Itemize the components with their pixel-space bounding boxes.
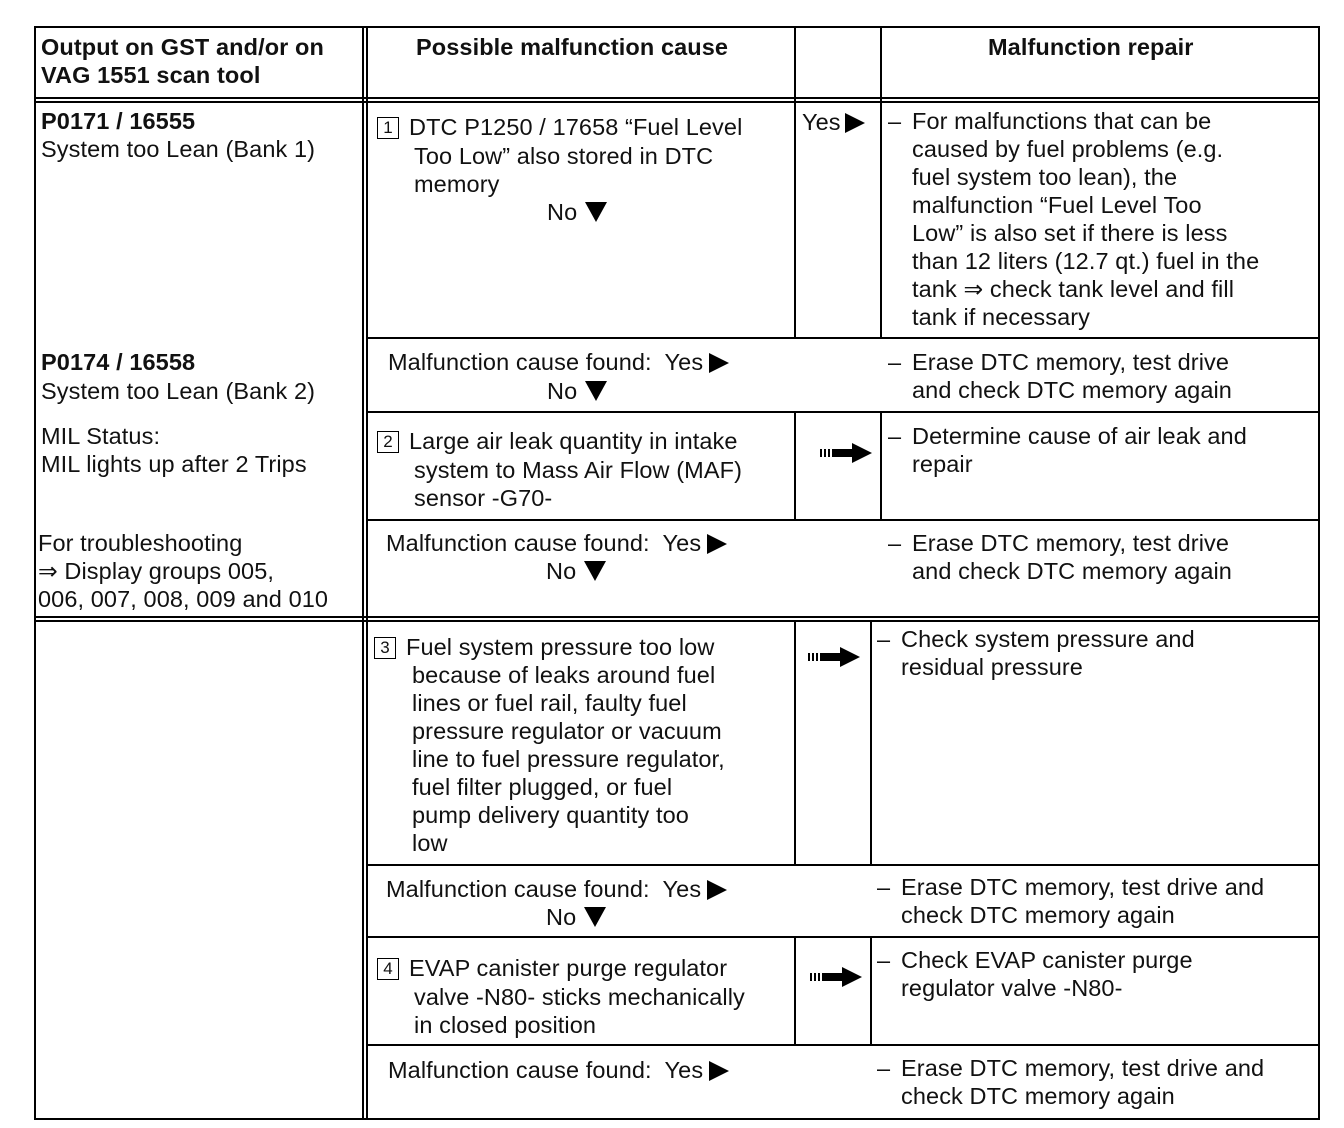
step1-repair-5: Low” is also set if there is less bbox=[912, 220, 1228, 246]
step2-line-3: sensor -G70- bbox=[414, 485, 553, 511]
step2-div-2 bbox=[880, 412, 882, 520]
row-line-6 bbox=[366, 1044, 1320, 1046]
step3-text-1: Fuel system pressure too low bbox=[406, 634, 715, 660]
dtc2-desc: System too Lean (Bank 2) bbox=[41, 378, 316, 404]
step3-line-3: lines or fuel rail, faulty fuel bbox=[412, 690, 687, 716]
found2-repair-2: and check DTC memory again bbox=[912, 558, 1232, 584]
found4-label: Malfunction cause found: bbox=[388, 1057, 652, 1083]
step4-text-1: EVAP canister purge regulator bbox=[409, 955, 728, 981]
section-line-a bbox=[34, 616, 1320, 618]
step2-line-1 bbox=[377, 427, 738, 456]
step3-line-6: fuel filter plugged, or fuel bbox=[412, 774, 673, 800]
frame-bottom bbox=[34, 1118, 1320, 1120]
found1-repair-1: Erase DTC memory, test drive bbox=[912, 349, 1230, 375]
found2-repair-dash: – bbox=[888, 530, 902, 556]
found1-repair-dash: – bbox=[888, 349, 902, 375]
found1-line-1 bbox=[388, 348, 729, 377]
down-triangle-icon bbox=[585, 202, 607, 222]
step3-line-8: low bbox=[412, 830, 448, 856]
found3-repair-dash: – bbox=[877, 874, 891, 900]
step2-line-2: system to Mass Air Flow (MAF) bbox=[414, 457, 743, 483]
step1-repair-8: tank if necessary bbox=[912, 304, 1091, 330]
col-divider-b bbox=[366, 26, 368, 1120]
step4-line-3: in closed position bbox=[414, 1012, 597, 1038]
step-number-2: 2 bbox=[377, 431, 399, 453]
header-output-line-2: VAG 1551 scan tool bbox=[41, 62, 261, 88]
step3-div-1 bbox=[794, 621, 796, 865]
header-repair: Malfunction repair bbox=[988, 34, 1194, 60]
step2-repair-1: Determine cause of air leak and bbox=[912, 423, 1247, 449]
right-arrow-icon bbox=[820, 442, 872, 464]
step3-div-2 bbox=[870, 621, 872, 865]
down-triangle-icon bbox=[585, 381, 607, 401]
step3-line-5: line to fuel pressure regulator, bbox=[412, 746, 725, 772]
right-triangle-icon bbox=[709, 353, 729, 373]
down-triangle-icon bbox=[584, 907, 606, 927]
step3-line-1 bbox=[374, 633, 714, 662]
step1-repair-6: than 12 liters (12.7 qt.) fuel in the bbox=[912, 248, 1260, 274]
step2-repair-dash: – bbox=[888, 423, 902, 449]
found2-line-1 bbox=[386, 529, 727, 558]
header-bottom-a bbox=[34, 97, 1320, 99]
step-number-1: 1 bbox=[377, 117, 399, 139]
col-divider-a bbox=[362, 26, 364, 1120]
step4-repair-2: regulator valve -N80- bbox=[901, 975, 1123, 1001]
step3-repair-1: Check system pressure and bbox=[901, 626, 1195, 652]
found4-line-1 bbox=[388, 1056, 729, 1085]
frame-top bbox=[34, 26, 1320, 28]
step3-line-4: pressure regulator or vacuum bbox=[412, 718, 722, 744]
frame-left bbox=[34, 26, 36, 1120]
found2-label: Malfunction cause found: bbox=[386, 530, 650, 556]
step4-div-1 bbox=[794, 937, 796, 1045]
found1-no bbox=[547, 377, 607, 406]
found3-no-label: No bbox=[546, 904, 577, 930]
step4-repair-dash: – bbox=[877, 947, 891, 973]
step3-repair-dash: – bbox=[877, 626, 891, 652]
found3-repair-1: Erase DTC memory, test drive and bbox=[901, 874, 1265, 900]
row-line-2 bbox=[366, 411, 1320, 413]
header-bottom-b bbox=[34, 101, 1320, 103]
found1-no-label: No bbox=[547, 378, 578, 404]
step1-line-2: Too Low” also stored in DTC bbox=[414, 143, 714, 169]
step1-line-3: memory bbox=[414, 171, 500, 197]
step1-line-1 bbox=[377, 113, 742, 142]
step3-line-2: because of leaks around fuel bbox=[412, 662, 716, 688]
dtc1-desc: System too Lean (Bank 1) bbox=[41, 136, 316, 162]
step1-repair-2: caused by fuel problems (e.g. bbox=[912, 136, 1224, 162]
step1-text-1: DTC P1250 / 17658 “Fuel Level bbox=[409, 114, 743, 140]
found1-yes: Yes bbox=[664, 349, 704, 375]
step1-repair-4: malfunction “Fuel Level Too bbox=[912, 192, 1202, 218]
frame-right bbox=[1318, 26, 1320, 1120]
found3-no bbox=[546, 903, 606, 932]
right-triangle-icon bbox=[709, 1061, 729, 1081]
step-number-3: 3 bbox=[374, 637, 396, 659]
found1-label: Malfunction cause found: bbox=[388, 349, 652, 375]
header-cause: Possible malfunction cause bbox=[416, 34, 729, 60]
step1-repair-7: tank ⇒ check tank level and fill bbox=[912, 276, 1235, 302]
found2-no bbox=[546, 557, 606, 586]
step4-div-2 bbox=[870, 937, 872, 1045]
found4-yes: Yes bbox=[664, 1057, 704, 1083]
step1-no bbox=[547, 198, 607, 227]
right-arrow-icon bbox=[808, 646, 860, 668]
found2-yes: Yes bbox=[662, 530, 702, 556]
step1-repair-dash: – bbox=[888, 108, 902, 134]
step-number-4: 4 bbox=[377, 958, 399, 980]
row-line-3 bbox=[366, 519, 1320, 521]
step1-repair-1: For malfunctions that can be bbox=[912, 108, 1212, 134]
step2-text-1: Large air leak quantity in intake bbox=[409, 428, 738, 454]
step1-yes bbox=[802, 108, 865, 137]
found4-repair-2: check DTC memory again bbox=[901, 1083, 1175, 1109]
right-triangle-icon bbox=[707, 880, 727, 900]
header-output-line-1: Output on GST and/or on bbox=[41, 34, 324, 60]
step1-repair-3: fuel system too lean), the bbox=[912, 164, 1178, 190]
found4-repair-1: Erase DTC memory, test drive and bbox=[901, 1055, 1265, 1081]
found4-repair-dash: – bbox=[877, 1055, 891, 1081]
mil-status-label: MIL Status: bbox=[41, 423, 161, 449]
step4-line-1 bbox=[377, 954, 727, 983]
header-div-1 bbox=[794, 26, 796, 338]
dtc1-code: P0171 / 16555 bbox=[41, 108, 196, 134]
right-triangle-icon bbox=[707, 534, 727, 554]
section-line-b bbox=[34, 620, 1320, 622]
step1-yes-label: Yes bbox=[802, 109, 841, 135]
troubleshooting-line-1: For troubleshooting bbox=[38, 530, 243, 556]
step2-div-1 bbox=[794, 412, 796, 520]
step1-no-label: No bbox=[547, 199, 578, 225]
row-line-4 bbox=[366, 864, 1320, 866]
found2-no-label: No bbox=[546, 558, 577, 584]
right-arrow-icon bbox=[810, 966, 862, 988]
down-triangle-icon bbox=[584, 561, 606, 581]
row-line-5 bbox=[366, 936, 1320, 938]
found1-repair-2: and check DTC memory again bbox=[912, 377, 1232, 403]
found3-repair-2: check DTC memory again bbox=[901, 902, 1175, 928]
found3-yes: Yes bbox=[662, 876, 702, 902]
row-line-1 bbox=[366, 337, 1320, 339]
found2-repair-1: Erase DTC memory, test drive bbox=[912, 530, 1230, 556]
right-triangle-icon bbox=[845, 113, 865, 133]
troubleshooting-line-3: 006, 007, 008, 009 and 010 bbox=[38, 586, 329, 612]
header-div-2 bbox=[880, 26, 882, 338]
troubleshooting-line-2: ⇒ Display groups 005, bbox=[38, 558, 275, 584]
step2-repair-2: repair bbox=[912, 451, 973, 477]
mil-status-value: MIL lights up after 2 Trips bbox=[41, 451, 307, 477]
step3-line-7: pump delivery quantity too bbox=[412, 802, 689, 828]
found3-line-1 bbox=[386, 875, 727, 904]
step4-line-2: valve -N80- sticks mechanically bbox=[414, 984, 745, 1010]
step3-repair-2: residual pressure bbox=[901, 654, 1083, 680]
found3-label: Malfunction cause found: bbox=[386, 876, 650, 902]
step4-repair-1: Check EVAP canister purge bbox=[901, 947, 1193, 973]
dtc2-code: P0174 / 16558 bbox=[41, 349, 196, 375]
